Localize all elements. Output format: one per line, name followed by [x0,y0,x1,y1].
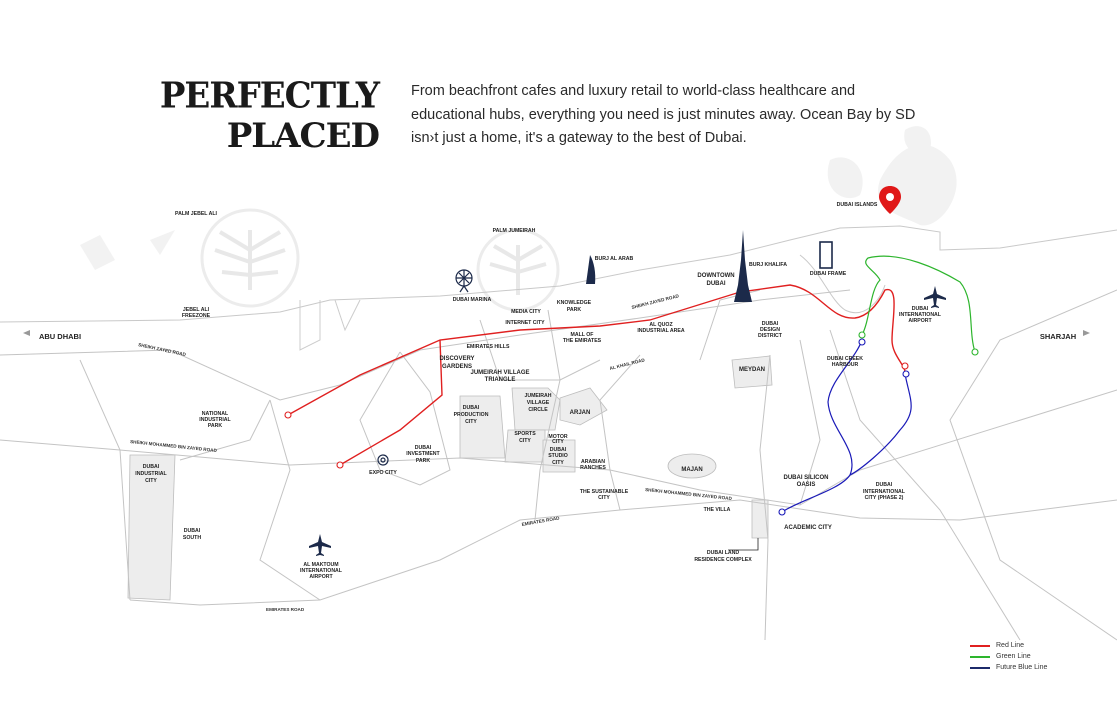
label-mall-emirates-1: MALL OF [570,332,594,338]
arrow-right-icon [1083,330,1090,336]
label-creek-2: HARBOUR [831,362,859,368]
label-palm-jumeirah: PALM JUMEIRAH [492,228,536,234]
label-nip-2: INDUSTRIAL [199,417,231,423]
label-jvc-1: JUMEIRAH [524,393,552,399]
label-nip-1: NATIONAL [201,411,229,417]
label-dic-3: CITY [145,478,157,484]
label-sharjah: SHARJAH [1039,332,1077,341]
label-dic-1: DUBAI [142,464,160,470]
label-al-quoz-2: INDUSTRIAL AREA [637,328,685,334]
palm-fronds [215,230,546,295]
label-design-1: DUBAI [761,321,779,327]
label-sustainable-2: CITY [598,495,610,501]
marina-jetty [300,300,360,350]
legend-item-green [970,651,1047,662]
airplane-icon [309,534,331,556]
label-downtown-1: DOWNTOWN [697,273,735,279]
label-sustainable-1: THE SUSTAINABLE [579,489,629,495]
label-burj-al-arab: BURJ AL ARAB [594,256,634,262]
label-villa: THE VILLA [703,507,731,513]
metro-legend [970,640,1047,673]
legend-item-blue [970,662,1047,673]
road-label-al-khail: AL KHAIL ROAD [609,357,646,371]
label-dpc-2: PRODUCTION [453,412,489,418]
label-ic2-2: INTERNATIONAL [863,489,905,495]
label-jvt-2: TRIANGLE [484,377,516,383]
airplane-icon [924,286,946,308]
label-dlrc-1: DUBAI LAND [706,550,740,556]
creek [800,255,885,313]
dlrc-callout-line [728,538,758,550]
legend-label-blue: Future Blue Line [996,664,1048,671]
road-label-emirates-mid: EMIRATES ROAD [521,515,560,527]
red-line [288,285,905,415]
dubai-frame-icon [820,242,832,268]
green-line [862,256,975,352]
label-dip-1: DUBAI [414,445,432,451]
label-dic-2: INDUSTRIAL [135,471,167,477]
label-sports-1: SPORTS [514,431,536,437]
label-abu-dhabi: ABU DHABI [38,332,82,341]
label-mall-emirates-2: THE EMIRATES [562,338,602,344]
label-majan: MAJAN [681,467,703,473]
label-maktoum-3: AIRPORT [309,574,333,580]
district-arjan [560,388,607,425]
label-knowledge-park-1: KNOWLEDGE [556,300,592,306]
label-discovery-2: GARDENS [441,364,473,370]
label-al-quoz-1: AL QUOZ [649,322,673,328]
label-studio-2: STUDIO [548,453,568,459]
label-airport-1: DUBAI [911,306,929,312]
label-burj-khalifa: BURJ KHALIFA [748,262,788,268]
label-arabian-1: ARABIAN [581,459,605,465]
label-palm-jebel-ali: PALM JEBEL ALI [175,211,217,217]
label-sports-2: CITY [519,438,531,444]
label-airport-3: AIRPORT [908,318,932,324]
label-maktoum-2: INTERNATIONAL [300,568,342,574]
label-jvc-3: CIRCLE [528,407,548,413]
label-dlrc-2: RESIDENCE COMPLEX [694,557,752,563]
label-dubai-islands: DUBAI ISLANDS [836,202,878,208]
label-downtown-2: DUBAI [706,281,726,287]
label-silicon-2: OASIS [796,482,816,488]
road-label-emirates-bottom: EMIRATES ROAD [266,607,305,612]
label-studio-1: DUBAI [549,447,567,453]
label-jvt-1: JUMEIRAH VILLAGE [470,370,530,376]
legend-label-red: Red Line [996,642,1025,649]
title-line-2: PLACED [226,116,379,156]
label-dubai-south-2: SOUTH [182,535,202,541]
road-label-szr-left: SHEIKH ZAYED ROAD [137,342,187,358]
label-dubai-frame: DUBAI FRAME [809,271,847,277]
label-ic2-3: CITY (PHASE 2) [864,495,904,501]
legend-swatch-blue [970,667,990,669]
arrow-left-icon [23,330,30,336]
label-design-3: DISTRICT [758,333,782,339]
label-creek-1: DUBAI CREEK [826,356,864,362]
label-discovery-1: DISCOVERY [439,356,475,362]
label-silicon-1: DUBAI SILICON [783,475,829,481]
legend-swatch-red [970,645,990,647]
label-arjan: ARJAN [569,410,591,416]
label-motor-1: MOTOR [548,434,568,440]
label-knowledge-park-2: PARK [566,307,582,313]
title-line-1: PERFECTLY [159,75,379,117]
label-jebel-ali-fz-2: FREEZONE [181,313,211,319]
ferris-wheel-icon [456,270,472,292]
label-dubai-south-1: DUBAI [183,528,201,534]
label-studio-3: CITY [552,460,564,466]
label-motor-2: CITY [552,439,564,445]
label-design-2: DESIGN [760,327,780,333]
road-label-szr-top: SHEIKH ZAYED ROAD [631,293,680,310]
districts [128,356,772,600]
label-jebel-ali-fz-1: JEBEL ALI [182,307,210,313]
label-arabian-2: RANCHES [580,465,606,471]
district-majan [668,454,716,478]
label-meydan: MEYDAN [738,367,766,373]
label-academic: ACADEMIC CITY [784,525,832,531]
label-ic2-1: DUBAI [875,482,893,488]
legend-item-red [970,640,1047,651]
legend-label-green: Green Line [996,653,1031,660]
intro-paragraph: From beachfront cafes and luxury retail to world-class healthcare and educational hubs, everything you need is just minutes away. Ocean Bay by SD isn›t just a home, it's a gateway to the best of Dubai. [411,83,916,146]
label-internet-city: INTERNET CITY [505,320,545,326]
label-airport-2: INTERNATIONAL [899,312,941,318]
district-dlrc [752,500,768,538]
label-emirates-hills: EMIRATES HILLS [466,344,510,350]
expo-dome-icon [378,455,388,465]
road-label-smbz-right: SHEIKH MOHAMMED BIN ZAYED ROAD [644,487,733,502]
road-label-smbz-left: SHEIKH MOHAMMED BIN ZAYED ROAD [129,439,218,454]
legend-swatch-green [970,656,990,658]
label-expo: EXPO CITY [369,470,397,476]
label-media-city: MEDIA CITY [511,309,541,315]
station-markers [285,332,978,515]
label-dpc-1: DUBAI [462,405,480,411]
label-dip-2: INVESTMENT [406,451,440,457]
label-dip-3: PARK [415,458,431,464]
label-maktoum-1: AL MAKTOUM [303,562,339,568]
label-nip-3: PARK [207,423,223,429]
label-dpc-3: CITY [465,419,477,425]
label-jvc-2: VILLAGE [526,400,550,406]
label-dubai-marina: DUBAI MARINA [452,297,492,303]
